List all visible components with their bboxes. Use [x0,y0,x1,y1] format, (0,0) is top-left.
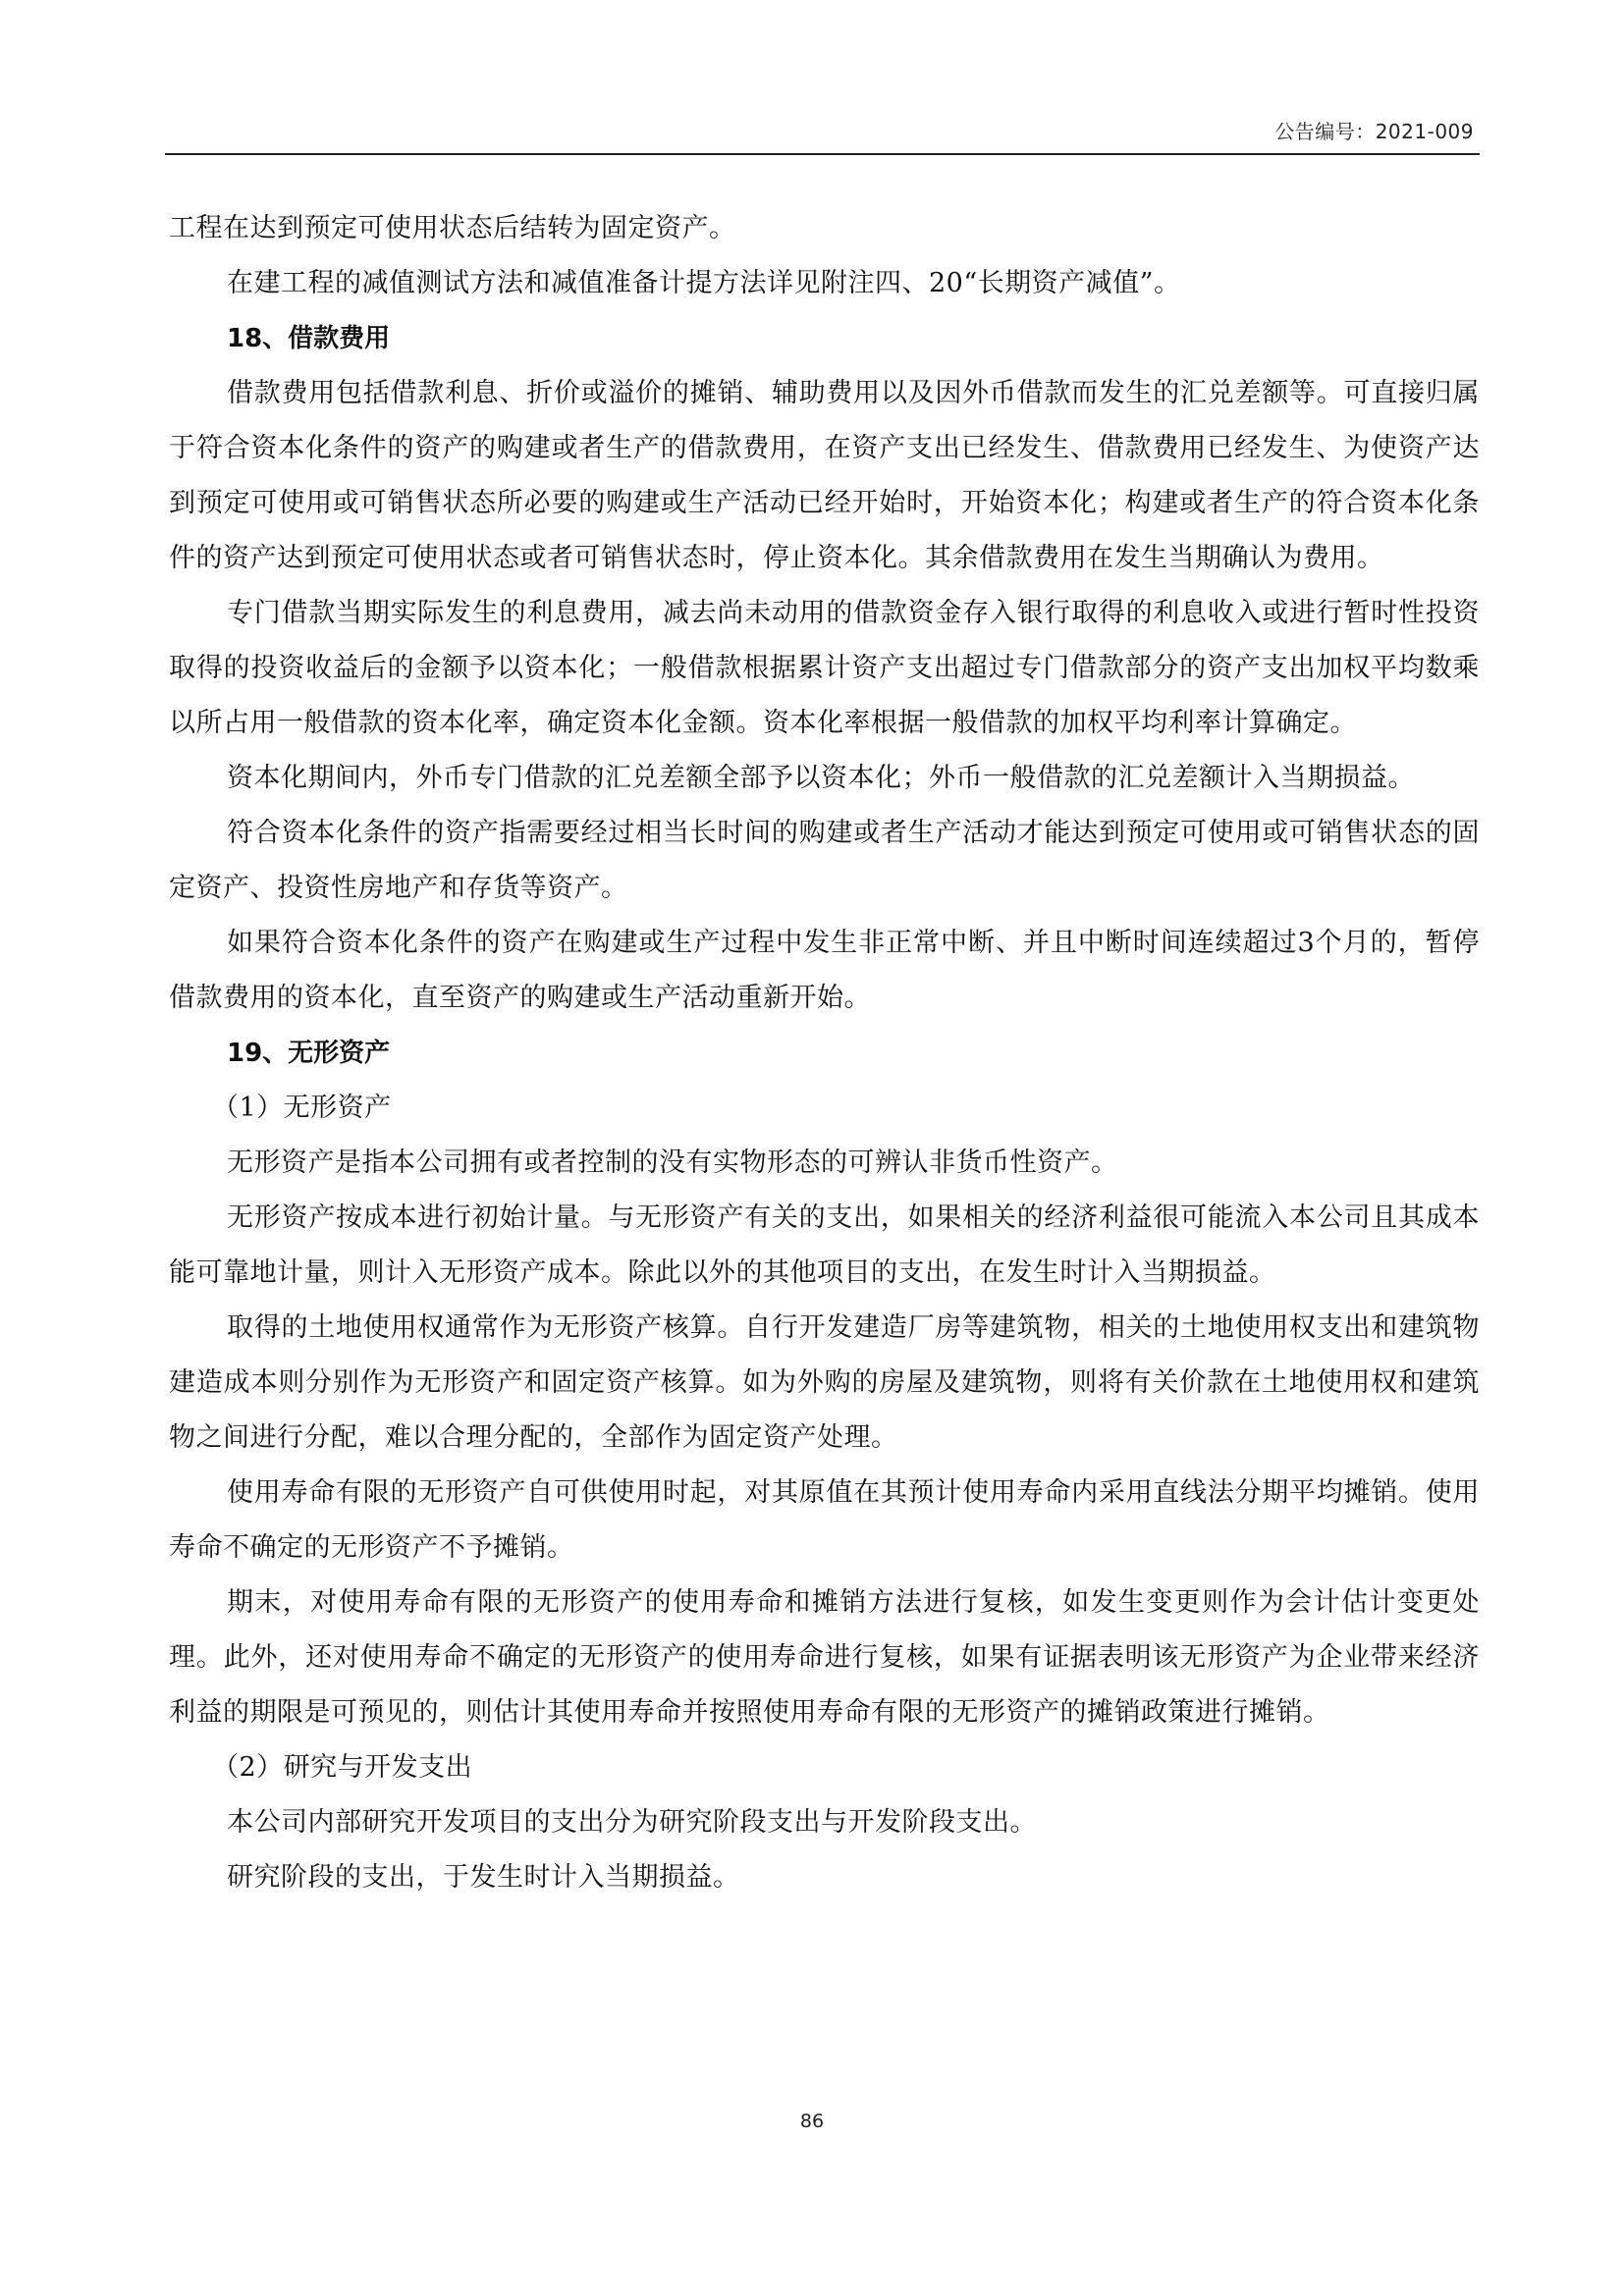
document-number: 公告编号：2021-009 [1274,120,1474,143]
document-body [169,201,1480,1905]
paragraph: 专门借款当期实际发生的利息费用，减去尚未动用的借款资金存入银行取得的利息收入或进行暂时性投资取得的投资收益后的金额予以资本化；一般借款根据累计资产支出超过专门借款部分的资产支出加权平均数乘以所占用一般借款的资本化率，确定资本化金额。资本化率根据一般借款的加权平均利率计算确定。 [169,598,1480,738]
subsection-heading: （1）无形资产 [212,1093,392,1123]
paragraph: 资本化期间内，外币专门借款的汇兑差额全部予以资本化；外币一般借款的汇兑差额计入当期损益。 [227,763,1415,793]
paragraph: 无形资产是指本公司拥有或者控制的没有实物形态的可辨认非货币性资产。 [227,1148,1118,1178]
page-number: 86 [799,2110,825,2132]
paragraph: 取得的土地使用权通常作为无形资产核算。自行开发建造厂房等建筑物，相关的土地使用权支出和建筑物建造成本则分别作为无形资产和固定资产核算。如为外购的房屋及建筑物，则将有关价款在土地使用权和建筑物之间进行分配，难以合理分配的，全部作为固定资产处理。 [169,1312,1480,1453]
section-heading: 19、无形资产 [227,1039,391,1068]
section-heading: 18、借款费用 [227,324,391,353]
paragraph: 本公司内部研究开发项目的支出分为研究阶段支出与开发阶段支出。 [227,1807,1037,1838]
page-header [165,116,1480,155]
paragraph: 无形资产按成本进行初始计量。与无形资产有关的支出，如果相关的经济利益很可能流入本公司且其成本能可靠地计量，则计入无形资产成本。除此以外的其他项目的支出，在发生时计入当期损益。 [169,1202,1480,1288]
paragraph: 在建工程的减值测试方法和减值准备计提方法详见附注四、20“长期资产减值”。 [227,268,1181,298]
paragraph: 如果符合资本化条件的资产在购建或生产过程中发生非正常中断、并且中断时间连续超过3个月的，暂停借款费用的资本化，直至资产的购建或生产活动重新开始。 [169,928,1480,1013]
paragraph: 使用寿命有限的无形资产自可供使用时起，对其原值在其预计使用寿命内采用直线法分期平均摊销。使用寿命不确定的无形资产不予摊销。 [169,1477,1480,1563]
paragraph: 借款费用包括借款利息、折价或溢价的摊销、辅助费用以及因外币借款而发生的汇兑差额等。可直接归属于符合资本化条件的资产的购建或者生产的借款费用，在资产支出已经发生、借款费用已经发生、为使资产达到预定可使用或可销售状态所必要的购建或生产活动已经开始时，开始资本化；构建或者生产的符合资本化条件的资产达到预定可使用状态或者可销售状态时，停止资本化。其余借款费用在发生当期确认为费用。 [169,378,1480,573]
paragraph: 工程在达到预定可使用状态后结转为固定资产。 [169,213,736,243]
subsection-heading: （2）研究与开发支出 [212,1752,473,1783]
paragraph: 期末，对使用寿命有限的无形资产的使用寿命和摊销方法进行复核，如发生变更则作为会计估计变更处理。此外，还对使用寿命不确定的无形资产的使用寿命进行复核，如果有证据表明该无形资产为企业带来经济利益的期限是可预见的，则估计其使用寿命并按照使用寿命有限的无形资产的摊销政策进行摊销。 [169,1587,1480,1728]
paragraph: 研究阶段的支出，于发生时计入当期损益。 [227,1862,740,1893]
paragraph: 符合资本化条件的资产指需要经过相当长时间的购建或者生产活动才能达到预定可使用或可销售状态的固定资产、投资性房地产和存货等资产。 [169,818,1480,903]
